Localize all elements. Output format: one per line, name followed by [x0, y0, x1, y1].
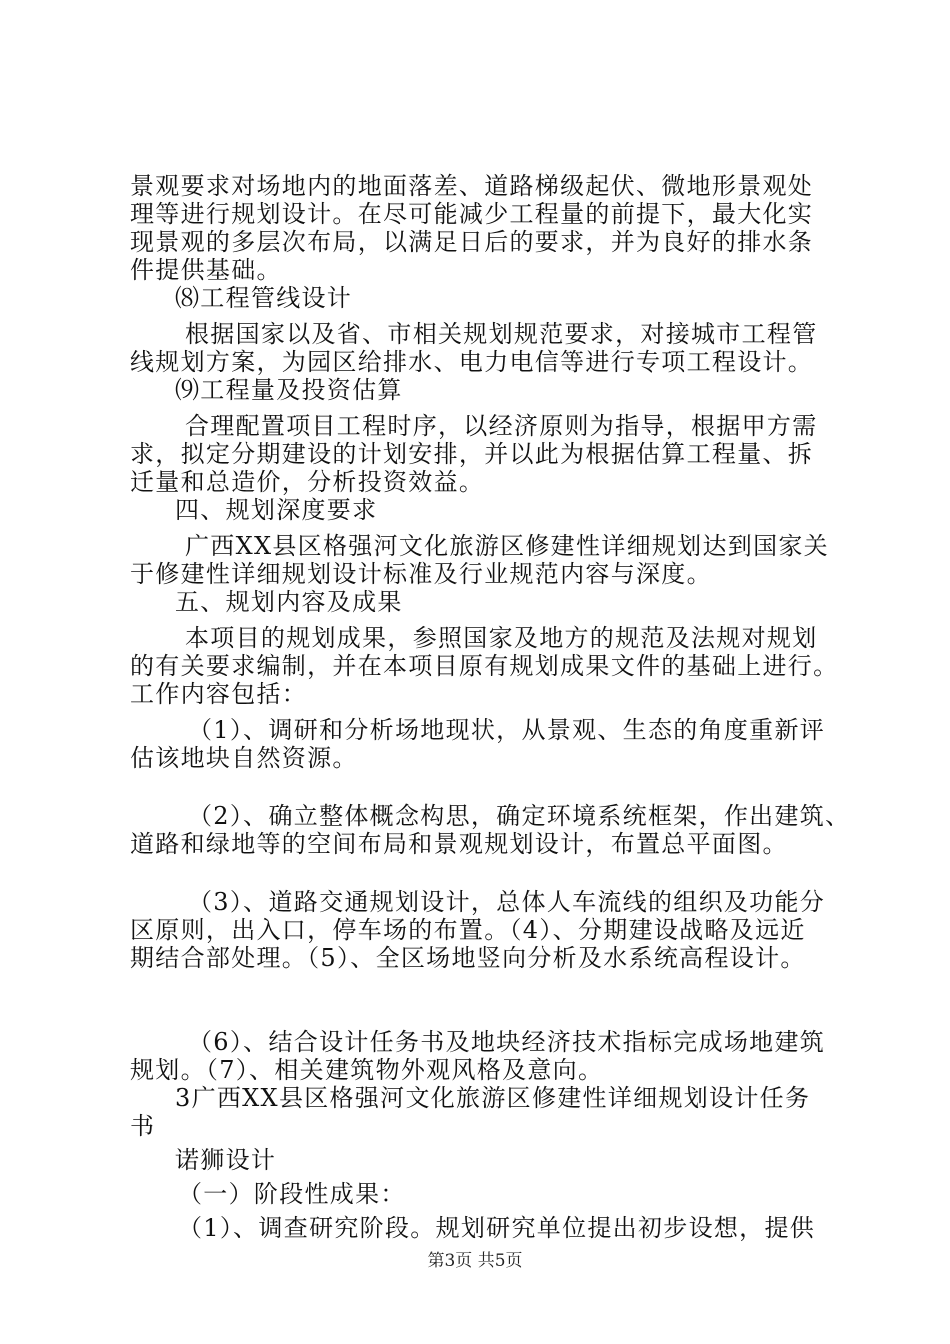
- text-line: （6）、结合设计任务书及地块经济技术指标完成场地建筑: [188, 1028, 826, 1056]
- text-line: 理等进行规划设计。在尽可能减少工程量的前提下，最大化实: [130, 200, 814, 228]
- text-line: 期结合部处理。（5）、全区场地竖向分析及水系统高程设计。: [130, 944, 806, 972]
- text-line: 件提供基础。: [130, 256, 282, 284]
- text-line: 规划。（7）、相关建筑物外观风格及意向。: [130, 1056, 604, 1084]
- text-line: 书: [130, 1112, 156, 1140]
- section-heading: 五、规划内容及成果: [175, 588, 403, 616]
- text-line: 本项目的规划成果，参照国家及地方的规范及法规对规划: [185, 624, 818, 652]
- text-line: 合理配置项目工程时序，以经济原则为指导，根据甲方需: [185, 412, 818, 440]
- text-line: 的有关要求编制，并在本项目原有规划成果文件的基础上进行。: [130, 652, 839, 680]
- text-line: 工作内容包括：: [130, 680, 308, 708]
- page-footer: 第3页 共5页: [427, 1251, 523, 1271]
- text-line: 估该地块自然资源。: [130, 744, 358, 772]
- text-line: （1）、调查研究阶段。规划研究单位提出初步设想，提供: [178, 1214, 816, 1242]
- text-line: 景观要求对场地内的地面落差、道路梯级起伏、微地形景观处: [130, 172, 814, 200]
- section-heading: ⑻工程管线设计: [175, 284, 353, 312]
- document-body: [130, 172, 851, 1242]
- section-heading: ⑼工程量及投资估算: [175, 376, 403, 404]
- section-heading: （一）阶段性成果：: [178, 1180, 406, 1208]
- text-line: （1）、调研和分析场地现状，从景观、生态的角度重新评: [188, 716, 826, 744]
- text-line: 诺狮设计: [175, 1146, 277, 1174]
- text-line: 广西XX县区格强河文化旅游区修建性详细规划达到国家关: [185, 532, 829, 560]
- text-line: （2）、确立整体概念构思，确定环境系统框架，作出建筑、: [188, 802, 851, 830]
- text-line: （3）、道路交通规划设计，总体人车流线的组织及功能分: [188, 888, 826, 916]
- text-line: 线规划方案，为园区给排水、电力电信等进行专项工程设计。: [130, 348, 814, 376]
- text-line: 迁量和总造价，分析投资效益。: [130, 468, 485, 496]
- text-line: 3广西XX县区格强河文化旅游区修建性详细规划设计任务: [175, 1084, 811, 1112]
- text-line: 现景观的多层次布局，以满足日后的要求，并为良好的排水条: [130, 228, 814, 256]
- text-line: 根据国家以及省、市相关规划规范要求，对接城市工程管: [185, 320, 818, 348]
- text-line: 于修建性详细规划设计标准及行业规范内容与深度。: [130, 560, 712, 588]
- text-line: 区原则，出入口，停车场的布置。（4）、分期建设战略及远近: [130, 916, 806, 944]
- text-line: 求，拟定分期建设的计划安排，并以此为根据估算工程量、拆: [130, 440, 814, 468]
- section-heading: 四、规划深度要求: [175, 496, 378, 524]
- text-line: 道路和绿地等的空间布局和景观规划设计，布置总平面图。: [130, 830, 788, 858]
